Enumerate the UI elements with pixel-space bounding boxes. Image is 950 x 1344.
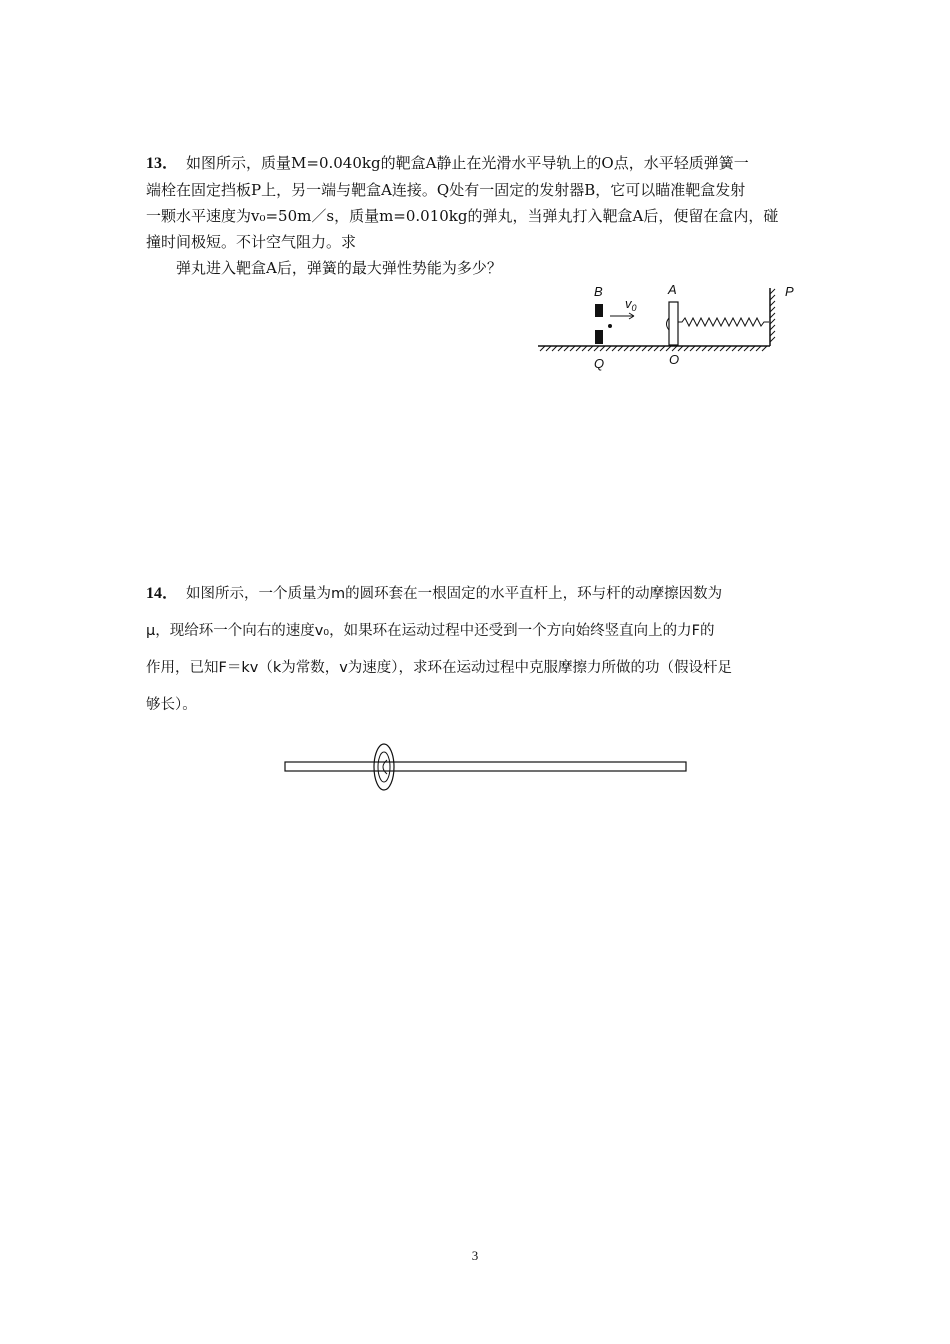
horizontal-rod [285,762,686,771]
q14-line-4: 够长）。 [146,697,197,713]
q14-line-1 [146,575,808,613]
q13-figure [530,280,830,380]
label-b: B [594,284,603,299]
q13-number: 13． [146,155,179,172]
launcher-b-lower [595,330,603,344]
label-p: P [785,284,794,299]
label-a: A [668,282,677,297]
q14-line-2: μ，现给环一个向右的速度v₀，如果环在运动过程中还受到一个方向始终竖直向上的力F的 [146,623,715,639]
q14-line-3: 作用，已知F＝kv（k为常数，v为速度），求环在运动过程中克服摩擦力所做的功（假设杆足 [146,660,733,676]
q13-line-3: 一颗水平速度为v₀=50m／s，质量m=0.010kg的弹丸，当弹丸打入靶盒A后，便留在盒内，碰 [146,207,779,225]
q14-number: 14． [146,585,179,602]
bullet [608,324,612,328]
q13-text-1: 如图所示，质量M=0.040kg的靶盒A静止在光滑水平导轨上的O点，水平轻质弹簧一 [186,154,749,172]
q14-text-1: 如图所示，一个质量为m的圆环套在一根固定的水平直杆上，环与杆的动摩擦因数为 [186,586,723,602]
target-box-a [669,302,678,345]
q14-figure [278,740,698,800]
q13-line-2: 端栓在固定挡板P上，另一端与靶盒A连接。Q处有一固定的发射器B，它可以瞄准靶盒发射 [146,181,746,199]
question-13 [146,150,808,281]
label-q: Q [594,356,605,371]
launcher-b-upper [595,304,603,317]
q13-line-4: 撞时间极短。不计空气阻力。求 [146,233,357,251]
spring [678,318,769,326]
label-o: O [669,352,680,367]
q13-question: 弹丸进入靶盒A后，弹簧的最大弹性势能为多少？ [176,259,502,277]
label-v0: $v_0$ [625,296,637,313]
page-number: 3 [471,1248,479,1263]
question-14 [146,575,808,724]
q13-line-1 [146,150,808,177]
